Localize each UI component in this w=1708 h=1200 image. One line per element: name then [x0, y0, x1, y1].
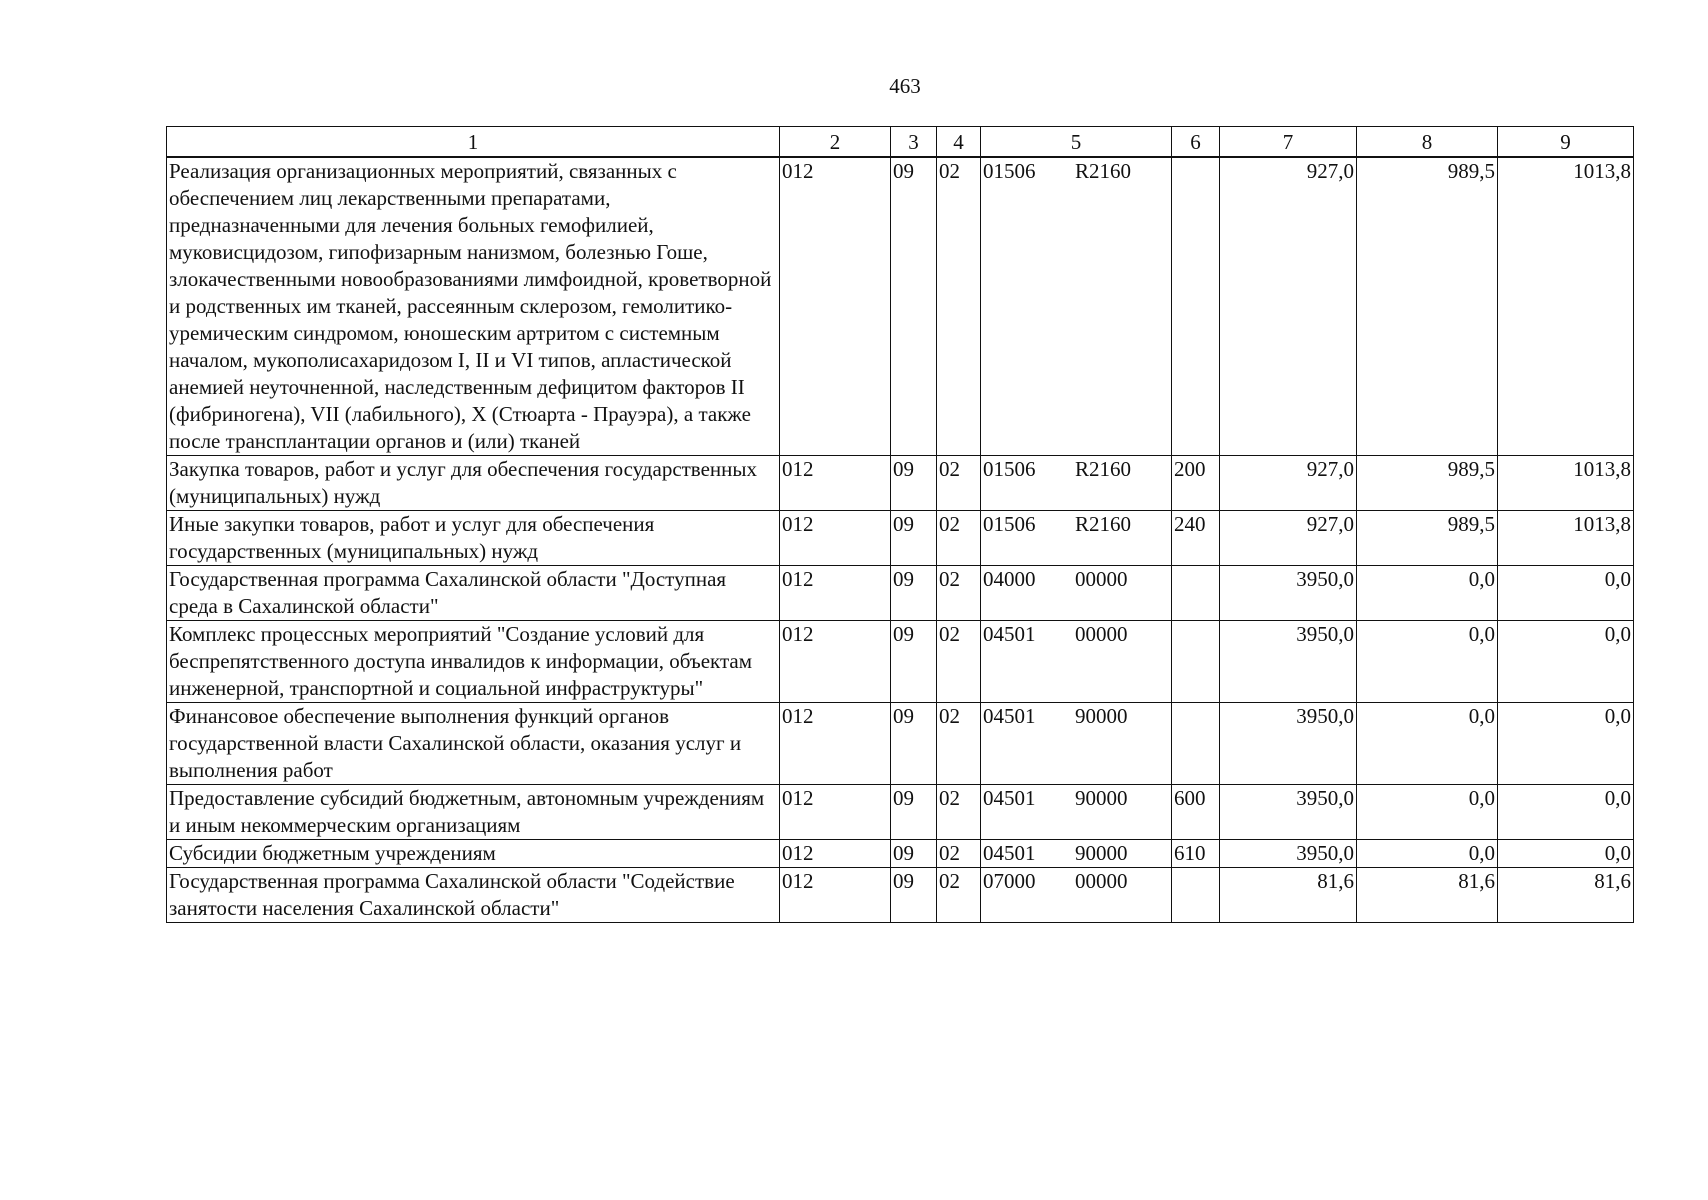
- row-amount-col9: 0,0: [1498, 566, 1634, 621]
- row-subsection-code: 02: [937, 157, 981, 456]
- row-direction-code: 90000: [1075, 704, 1128, 728]
- row-expense-type: [1172, 703, 1220, 785]
- row-amount-col8: 0,0: [1357, 703, 1498, 785]
- row-direction-code: 00000: [1075, 622, 1128, 646]
- row-direction-code: 90000: [1075, 786, 1128, 810]
- row-expense-type: [1172, 566, 1220, 621]
- column-header-1: 1: [167, 127, 780, 158]
- table-row: [167, 840, 1634, 868]
- table-row: [167, 785, 1634, 840]
- row-section-code: 09: [891, 868, 937, 923]
- row-ministry-code: 012: [780, 511, 891, 566]
- row-expense-type: 200: [1172, 456, 1220, 511]
- row-program-code: 07000: [983, 869, 1036, 893]
- budget-table: [166, 126, 1634, 923]
- table-row: [167, 511, 1634, 566]
- row-target-article: [981, 868, 1172, 923]
- row-subsection-code: 02: [937, 785, 981, 840]
- row-ministry-code: 012: [780, 566, 891, 621]
- row-subsection-code: 02: [937, 621, 981, 703]
- row-expense-type: [1172, 621, 1220, 703]
- row-amount-col9: 81,6: [1498, 868, 1634, 923]
- row-subsection-code: 02: [937, 511, 981, 566]
- row-description: Государственная программа Сахалинской области "Содействие занятости населения Сахалинской области": [167, 868, 780, 923]
- row-amount-col9: 1013,8: [1498, 456, 1634, 511]
- row-description: Финансовое обеспечение выполнения функций органов государственной власти Сахалинской области, оказания услуг и выполнения работ: [167, 703, 780, 785]
- row-expense-type: [1172, 157, 1220, 456]
- row-program-code: 04501: [983, 786, 1036, 810]
- row-target-article: [981, 621, 1172, 703]
- row-amount-col7: 81,6: [1220, 868, 1357, 923]
- row-ministry-code: 012: [780, 868, 891, 923]
- row-amount-col9: 0,0: [1498, 703, 1634, 785]
- row-subsection-code: 02: [937, 868, 981, 923]
- row-amount-col7: 3950,0: [1220, 621, 1357, 703]
- row-expense-type: 610: [1172, 840, 1220, 868]
- row-amount-col7: 3950,0: [1220, 703, 1357, 785]
- row-program-code: 04501: [983, 622, 1036, 646]
- row-subsection-code: 02: [937, 456, 981, 511]
- row-description: Предоставление субсидий бюджетным, автономным учреждениям и иным некоммерческим организациям: [167, 785, 780, 840]
- row-target-article: [981, 511, 1172, 566]
- row-ministry-code: 012: [780, 703, 891, 785]
- row-subsection-code: 02: [937, 840, 981, 868]
- column-header-5: 5: [981, 127, 1172, 158]
- row-direction-code: R2160: [1075, 512, 1132, 536]
- row-amount-col9: 1013,8: [1498, 157, 1634, 456]
- row-section-code: 09: [891, 840, 937, 868]
- row-target-article: [981, 840, 1172, 868]
- row-direction-code: 00000: [1075, 567, 1128, 591]
- row-description: Реализация организационных мероприятий, связанных с обеспечением лиц лекарственными препаратами, предназначенными для лечения больных гемофилией, муковисцидозом, гипофизарным нанизмом, болезнью Гоше, злокачественными новообразованиями лимфоидной, кроветворной и родственных им тканей, рассеянным склерозом, гемолитико-уремическим синдромом, юношеским артритом с системным началом, мукополисахаридозом I, II и VI типов, апластической анемией неуточненной, наследственным дефицитом факторов II (фибриногена), VII (лабильного), X (Стюарта - Прауэра), а также после трансплантации органов и (или) тканей: [167, 157, 780, 456]
- column-header-2: 2: [780, 127, 891, 158]
- row-section-code: 09: [891, 157, 937, 456]
- column-header-6: 6: [1172, 127, 1220, 158]
- row-amount-col9: 0,0: [1498, 621, 1634, 703]
- row-amount-col7: 927,0: [1220, 157, 1357, 456]
- table-row: [167, 868, 1634, 923]
- row-direction-code: 00000: [1075, 869, 1128, 893]
- row-direction-code: R2160: [1075, 159, 1132, 183]
- column-header-9: 9: [1498, 127, 1634, 158]
- table-header-row: [167, 127, 1634, 158]
- row-section-code: 09: [891, 511, 937, 566]
- row-subsection-code: 02: [937, 566, 981, 621]
- table-row: [167, 621, 1634, 703]
- row-ministry-code: 012: [780, 840, 891, 868]
- row-amount-col7: 3950,0: [1220, 840, 1357, 868]
- row-section-code: 09: [891, 566, 937, 621]
- row-amount-col7: 3950,0: [1220, 785, 1357, 840]
- row-target-article: [981, 157, 1172, 456]
- row-amount-col8: 0,0: [1357, 840, 1498, 868]
- row-description: Закупка товаров, работ и услуг для обеспечения государственных (муниципальных) нужд: [167, 456, 780, 511]
- row-amount-col8: 0,0: [1357, 621, 1498, 703]
- row-program-code: 04000: [983, 567, 1036, 591]
- column-header-8: 8: [1357, 127, 1498, 158]
- row-amount-col8: 989,5: [1357, 157, 1498, 456]
- row-target-article: [981, 456, 1172, 511]
- row-program-code: 01506: [983, 512, 1036, 536]
- row-amount-col9: 0,0: [1498, 840, 1634, 868]
- page-number: 463: [889, 74, 921, 98]
- row-section-code: 09: [891, 621, 937, 703]
- row-program-code: 01506: [983, 457, 1036, 481]
- row-amount-col7: 927,0: [1220, 511, 1357, 566]
- row-section-code: 09: [891, 703, 937, 785]
- row-amount-col8: 81,6: [1357, 868, 1498, 923]
- row-section-code: 09: [891, 785, 937, 840]
- row-amount-col8: 0,0: [1357, 785, 1498, 840]
- row-target-article: [981, 566, 1172, 621]
- table-row: [167, 157, 1634, 456]
- row-amount-col7: 927,0: [1220, 456, 1357, 511]
- row-program-code: 04501: [983, 841, 1036, 865]
- row-ministry-code: 012: [780, 785, 891, 840]
- table-row: [167, 703, 1634, 785]
- row-direction-code: R2160: [1075, 457, 1132, 481]
- row-description: Иные закупки товаров, работ и услуг для обеспечения государственных (муниципальных) нужд: [167, 511, 780, 566]
- row-ministry-code: 012: [780, 621, 891, 703]
- row-amount-col8: 989,5: [1357, 511, 1498, 566]
- row-section-code: 09: [891, 456, 937, 511]
- row-expense-type: 240: [1172, 511, 1220, 566]
- row-description: Государственная программа Сахалинской области "Доступная среда в Сахалинской области": [167, 566, 780, 621]
- row-program-code: 04501: [983, 704, 1036, 728]
- table-row: [167, 456, 1634, 511]
- row-description: Субсидии бюджетным учреждениям: [167, 840, 780, 868]
- row-target-article: [981, 703, 1172, 785]
- row-amount-col7: 3950,0: [1220, 566, 1357, 621]
- row-ministry-code: 012: [780, 157, 891, 456]
- row-amount-col8: 0,0: [1357, 566, 1498, 621]
- row-amount-col8: 989,5: [1357, 456, 1498, 511]
- table-row: [167, 566, 1634, 621]
- row-program-code: 01506: [983, 159, 1036, 183]
- column-header-4: 4: [937, 127, 981, 158]
- column-header-7: 7: [1220, 127, 1357, 158]
- row-amount-col9: 0,0: [1498, 785, 1634, 840]
- row-description: Комплекс процессных мероприятий "Создание условий для беспрепятственного доступа инвалидов к информации, объектам инженерной, транспортной и социальной инфраструктуры": [167, 621, 780, 703]
- row-subsection-code: 02: [937, 703, 981, 785]
- column-header-3: 3: [891, 127, 937, 158]
- row-expense-type: 600: [1172, 785, 1220, 840]
- row-expense-type: [1172, 868, 1220, 923]
- row-target-article: [981, 785, 1172, 840]
- row-amount-col9: 1013,8: [1498, 511, 1634, 566]
- row-direction-code: 90000: [1075, 841, 1128, 865]
- row-ministry-code: 012: [780, 456, 891, 511]
